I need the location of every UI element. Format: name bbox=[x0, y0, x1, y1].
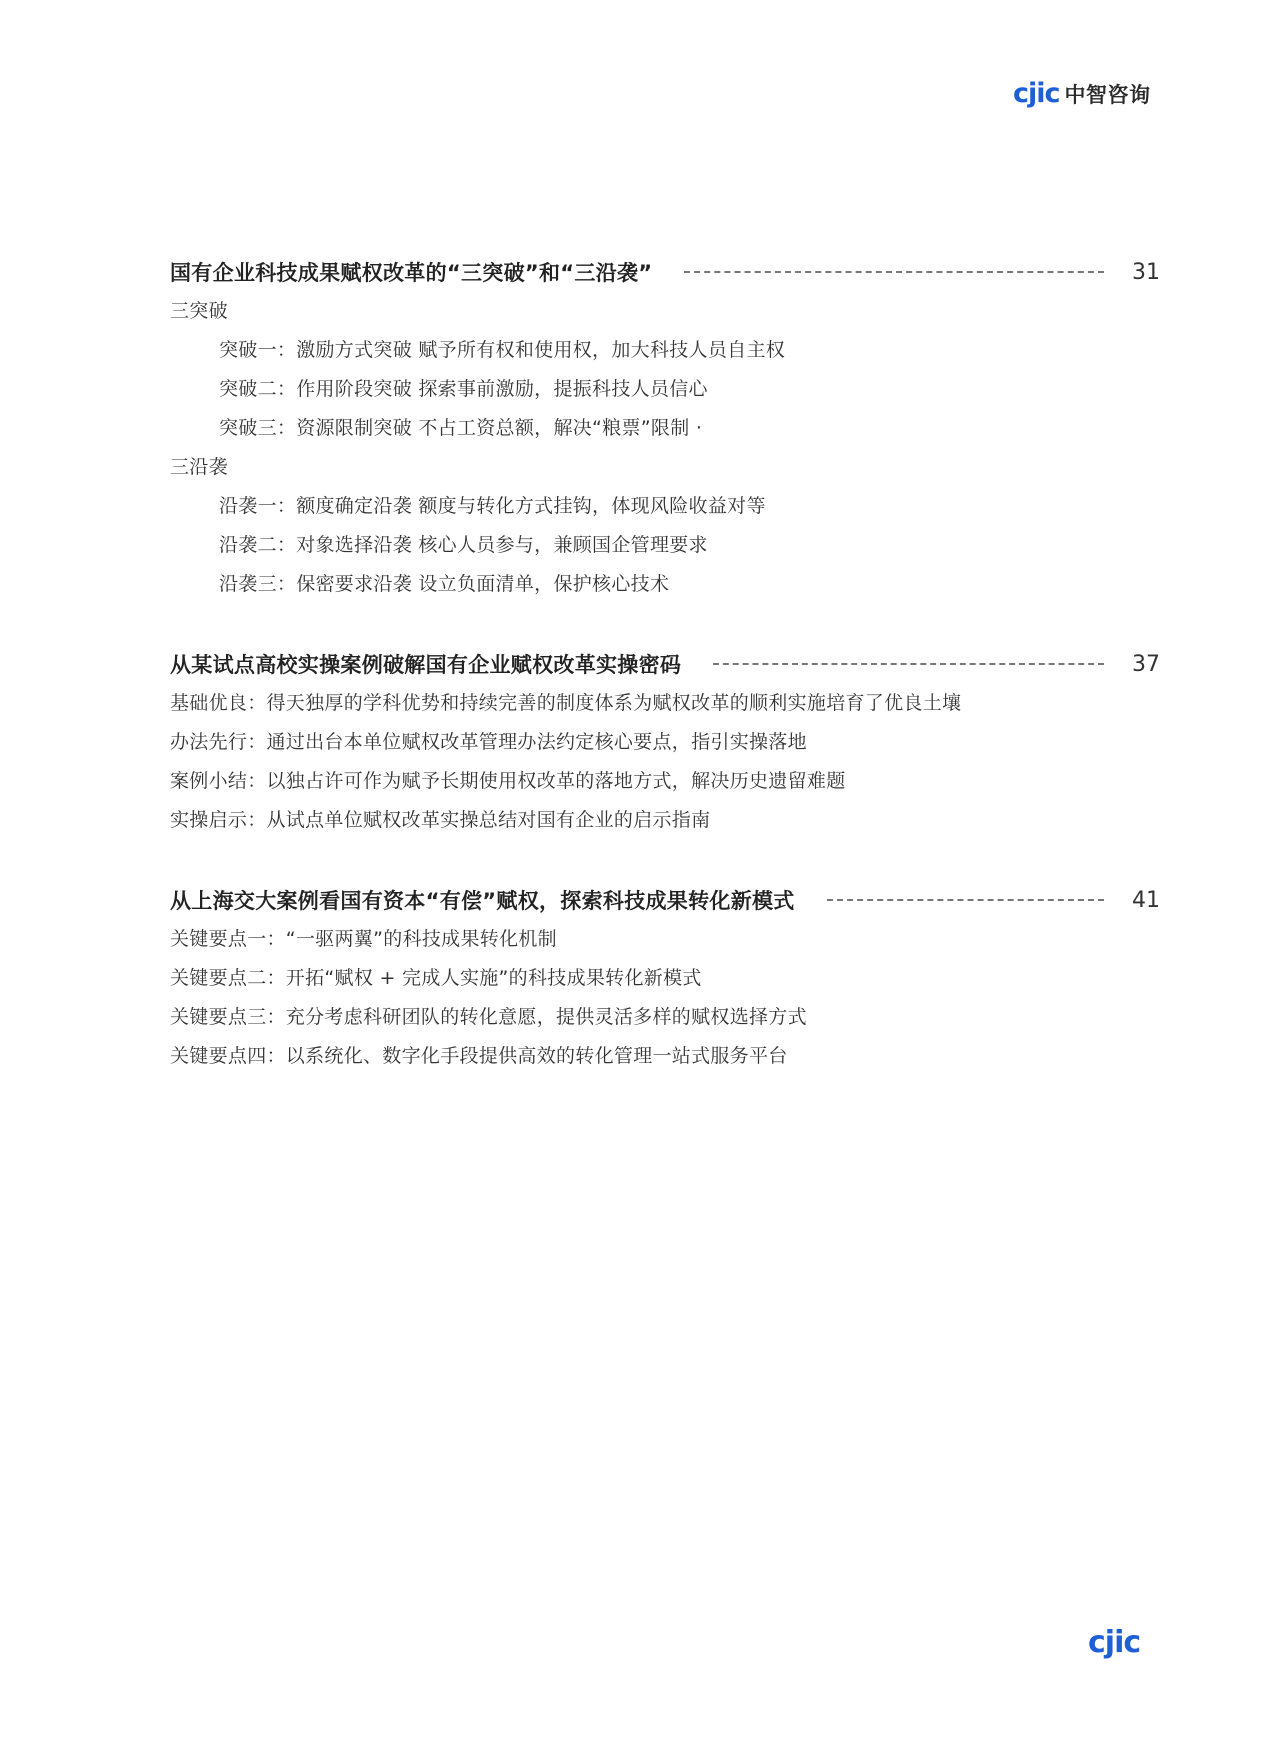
section-title: 国有企业科技成果赋权改革的“三突破”和“三沿袭” bbox=[170, 261, 653, 285]
section-title: 从某试点高校实操案例破解国有企业赋权改革实操密码 bbox=[170, 653, 682, 677]
toc-item: 关键要点一：“一驱两翼”的科技成果转化机制 bbox=[170, 928, 557, 950]
header-logo bbox=[1013, 78, 1151, 109]
company-name: 中智咨询 bbox=[1064, 82, 1151, 107]
toc-item: 办法先行：通过出台本单位赋权改革管理办法约定核心要点，指引实操落地 bbox=[170, 731, 807, 753]
toc-item: 关键要点四：以系统化、数字化手段提供高效的转化管理一站式服务平台 bbox=[170, 1045, 788, 1067]
toc-item: 实操启示：从试点单位赋权改革实操总结对国有企业的启示指南 bbox=[170, 809, 711, 831]
table-of-contents bbox=[170, 252, 1160, 1116]
toc-section-heading[interactable] bbox=[170, 644, 1160, 684]
page-number: 41 bbox=[1132, 887, 1160, 913]
footer-logo bbox=[1088, 1625, 1140, 1660]
page-number: 31 bbox=[1132, 259, 1160, 285]
toc-section bbox=[170, 644, 1160, 840]
toc-item: 关键要点三：充分考虑科研团队的转化意愿，提供灵活多样的赋权选择方式 bbox=[170, 1006, 807, 1028]
toc-section bbox=[170, 880, 1160, 1076]
toc-item: 突破二：作用阶段突破 探索事前激励，提振科技人员信心 bbox=[219, 378, 708, 400]
cjic-logo-icon: cjic bbox=[1088, 1625, 1141, 1660]
toc-subheading: 三沿袭 bbox=[170, 456, 228, 478]
toc-subheading: 三突破 bbox=[170, 300, 228, 322]
leader-dots bbox=[713, 663, 1104, 665]
toc-section-heading[interactable] bbox=[170, 880, 1160, 920]
toc-item: 沿袭二：对象选择沿袭 核心人员参与，兼顾国企管理要求 bbox=[219, 534, 708, 556]
toc-item: 基础优良：得天独厚的学科优势和持续完善的制度体系为赋权改革的顺利实施培育了优良土壤 bbox=[170, 692, 962, 714]
leader-dots bbox=[827, 899, 1104, 901]
toc-item: 案例小结：以独占许可作为赋予长期使用权改革的落地方式，解决历史遗留难题 bbox=[170, 770, 846, 792]
toc-item: 沿袭一：额度确定沿袭 额度与转化方式挂钩，体现风险收益对等 bbox=[219, 495, 766, 517]
cjic-logo-icon: cjic bbox=[1013, 78, 1060, 109]
toc-item: 突破三：资源限制突破 不占工资总额，解决“粮票”限制 · bbox=[219, 417, 703, 439]
page-number: 37 bbox=[1132, 651, 1160, 677]
toc-section bbox=[170, 252, 1160, 604]
toc-section-heading[interactable] bbox=[170, 252, 1160, 292]
toc-item: 关键要点二：开拓“赋权 + 完成人实施”的科技成果转化新模式 bbox=[170, 967, 702, 989]
toc-item: 突破一：激励方式突破 赋予所有权和使用权，加大科技人员自主权 bbox=[219, 339, 786, 361]
section-title: 从上海交大案例看国有资本“有偿”赋权，探索科技成果转化新模式 bbox=[170, 889, 795, 913]
leader-dots bbox=[684, 271, 1104, 273]
toc-item: 沿袭三：保密要求沿袭 设立负面清单，保护核心技术 bbox=[219, 573, 670, 595]
